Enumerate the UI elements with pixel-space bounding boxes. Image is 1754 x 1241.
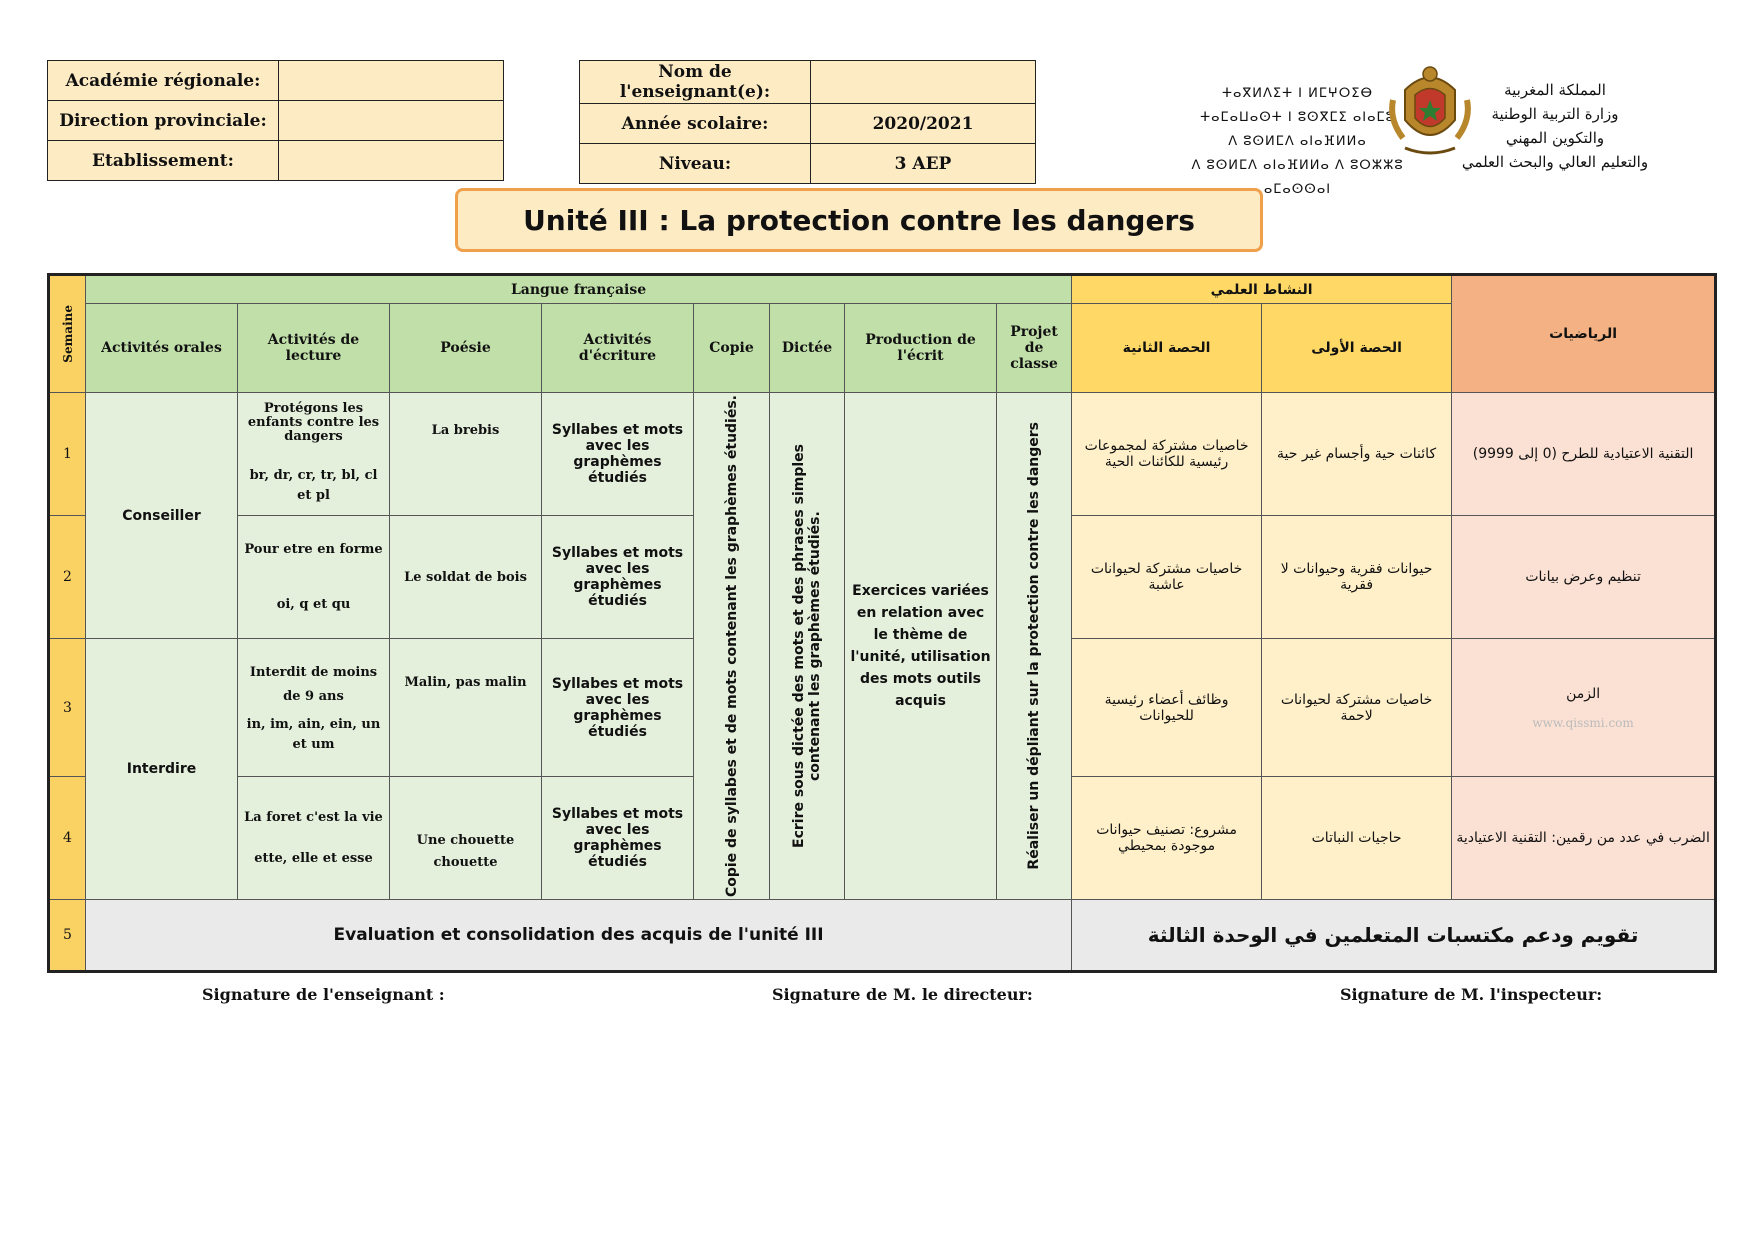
lecture-cell — [238, 777, 390, 900]
copie-text: Copie de syllabes et de mots contenant les graphèmes étudiés. — [723, 395, 740, 898]
signature-enseignant: Signature de l'enseignant : — [202, 985, 445, 1004]
col-header-hissa2: الحصة الثانية — [1072, 304, 1262, 393]
establishment-info-table — [47, 60, 504, 181]
unit-plan-table — [47, 273, 1717, 973]
evaluation-fr: Evaluation et consolidation des acquis de l'unité III — [86, 900, 1072, 972]
col-header-lecture: Activités de lecture — [238, 304, 390, 393]
poesie-cell: Une chouette chouette — [390, 777, 542, 900]
lecture-title: Interdit de moins de 9 ans — [249, 664, 378, 704]
lecture-sounds: br, dr, cr, tr, bl, cl et pl — [249, 468, 378, 503]
hissa1-cell: حاجيات النباتات — [1262, 777, 1452, 900]
niveau-value: 3 AEP — [811, 144, 1036, 184]
dictee-cell — [770, 393, 845, 900]
langue-francaise-header: Langue française — [86, 275, 1072, 304]
hissa2-cell: مشروع: تصنيف حيوانات موجودة بمحيطي — [1072, 777, 1262, 900]
math-cell: التقنية الاعتيادية للطرح (0 إلى 9999) — [1452, 393, 1716, 516]
ecriture-cell: Syllabes et mots avec les graphèmes étudiés — [542, 639, 694, 777]
semaine-label: Semaine — [60, 305, 75, 363]
tifinagh-line: ⴷ ⵓⵙⵍⵎⴷ ⴰⵏⴰⴼⵍⵍⴰ — [1228, 134, 1367, 149]
lecture-title: Pour etre en forme — [244, 542, 383, 557]
week-number: 2 — [49, 516, 86, 639]
copie-cell — [694, 393, 770, 900]
week-number: 5 — [49, 900, 86, 972]
col-header-ecriture: Activités d'écriture — [542, 304, 694, 393]
math-cell: الضرب في عدد من رقمين: التقنية الاعتيادية — [1452, 777, 1716, 900]
hissa2-cell: خاصيات مشتركة لحيوانات عاشبة — [1072, 516, 1262, 639]
ministry-logo — [1185, 60, 1655, 197]
week-number: 1 — [49, 393, 86, 516]
unit-title: Unité III : La protection contre les dangers — [523, 203, 1195, 237]
col-header-hissa1: الحصة الأولى — [1262, 304, 1452, 393]
nachat-ilmi-header: النشاط العلمي — [1072, 275, 1452, 304]
tifinagh-line: ⵜⴰⴳⵍⴷⵉⵜ ⵏ ⵍⵎⵖⵔⵉⴱ — [1221, 86, 1374, 101]
tifinagh-line: ⴷ ⵓⵙⵍⵎⴷ ⴰⵏⴰⴼⵍⵍⴰ ⴷ ⵓⵔⵣⵣⵓ ⴰⵎⴰⵙⵙⴰⵏ — [1191, 158, 1404, 197]
lecture-sounds: in, im, ain, ein, un et um — [246, 716, 381, 752]
week-number: 3 — [49, 639, 86, 777]
col-header-dictee: Dictée — [770, 304, 845, 393]
lecture-sounds: ette, elle et esse — [254, 851, 373, 867]
watermark: www.qissmi.com — [1532, 715, 1634, 730]
unit-title-banner — [455, 188, 1263, 252]
arabic-line: المملكة المغربية — [1504, 81, 1606, 99]
annee-value: 2020/2021 — [811, 104, 1036, 144]
dictee-text: Ecrire sous dictée des mots et des phrases simples contenant les graphèmes étudiés. — [791, 444, 823, 849]
hissa2-cell: وظائف أعضاء رئيسية للحيوانات — [1072, 639, 1262, 777]
enseignant-value — [811, 61, 1036, 104]
production-cell: Exercices variées en relation avec le thème de l'unité, utilisation des mots outils acquis — [845, 393, 997, 900]
hissa1-cell: خاصيات مشتركة لحيوانات لاحمة — [1262, 639, 1452, 777]
ecriture-cell: Syllabes et mots avec les graphèmes étudiés — [542, 777, 694, 900]
lecture-cell — [238, 639, 390, 777]
niveau-label: Niveau: — [580, 144, 811, 184]
signature-directeur: Signature de M. le directeur: — [772, 985, 1033, 1004]
arabic-line: والتكوين المهني — [1505, 129, 1605, 147]
col-header-poesie: Poésie — [390, 304, 542, 393]
lecture-cell — [238, 516, 390, 639]
arabic-line: وزارة التربية الوطنية — [1491, 105, 1619, 123]
col-header-projet: Projet de classe — [997, 304, 1072, 393]
direction-label: Direction provinciale: — [48, 101, 279, 141]
enseignant-label: Nom de l'enseignant(e): — [580, 61, 811, 104]
week-number: 4 — [49, 777, 86, 900]
hissa1-cell: حيوانات فقرية وحيوانات لا فقرية — [1262, 516, 1452, 639]
ecriture-cell: Syllabes et mots avec les graphèmes étudiés — [542, 516, 694, 639]
hissa1-cell: كائنات حية وأجسام غير حية — [1262, 393, 1452, 516]
math-cell — [1452, 639, 1716, 777]
hissa2-cell: خاصيات مشتركة لمجموعات رئيسية للكائنات الحية — [1072, 393, 1262, 516]
col-header-production: Production de l'écrit — [845, 304, 997, 393]
col-header-copie: Copie — [694, 304, 770, 393]
col-header-oral: Activités orales — [86, 304, 238, 393]
etablissement-value — [279, 141, 504, 181]
etablissement-label: Etablissement: — [48, 141, 279, 181]
teacher-info-table — [579, 60, 1036, 184]
academie-value — [279, 61, 504, 101]
projet-text: Réaliser un dépliant sur la protection contre les dangers — [1026, 422, 1043, 870]
math-text: الزمن — [1566, 685, 1601, 702]
ecriture-cell: Syllabes et mots avec les graphèmes étudiés — [542, 393, 694, 516]
lecture-cell — [238, 393, 390, 516]
signature-inspecteur: Signature de M. l'inspecteur: — [1340, 985, 1603, 1004]
projet-cell — [997, 393, 1072, 900]
lecture-title: Protégons les enfants contre les dangers — [247, 401, 380, 444]
math-cell: تنظيم وعرض بيانات — [1452, 516, 1716, 639]
lecture-title: La foret c'est la vie — [244, 810, 383, 826]
annee-label: Année scolaire: — [580, 104, 811, 144]
arabic-line: والتعليم العالي والبحث العلمي — [1461, 153, 1649, 171]
poesie-cell: Malin, pas malin — [390, 639, 542, 777]
lecture-sounds: oi, q et qu — [276, 597, 351, 612]
tifinagh-line: ⵜⴰⵎⴰⵡⴰⵙⵜ ⵏ ⵓⵙⴳⵎⵉ ⴰⵏⴰⵎⵓ — [1200, 110, 1395, 125]
direction-value — [279, 101, 504, 141]
semaine-header — [49, 275, 86, 393]
arabic-ministry-text — [1455, 78, 1655, 174]
oral-activity: Interdire — [86, 639, 238, 900]
poesie-cell: Le soldat de bois — [390, 516, 542, 639]
oral-activity: Conseiller — [86, 393, 238, 639]
evaluation-ar: تقويم ودعم مكتسبات المتعلمين في الوحدة الثالثة — [1072, 900, 1716, 972]
tifinagh-text — [1185, 82, 1410, 202]
academie-label: Académie régionale: — [48, 61, 279, 101]
poesie-cell: La brebis — [390, 393, 542, 516]
riyadiyat-header: الرياضيات — [1452, 275, 1716, 393]
